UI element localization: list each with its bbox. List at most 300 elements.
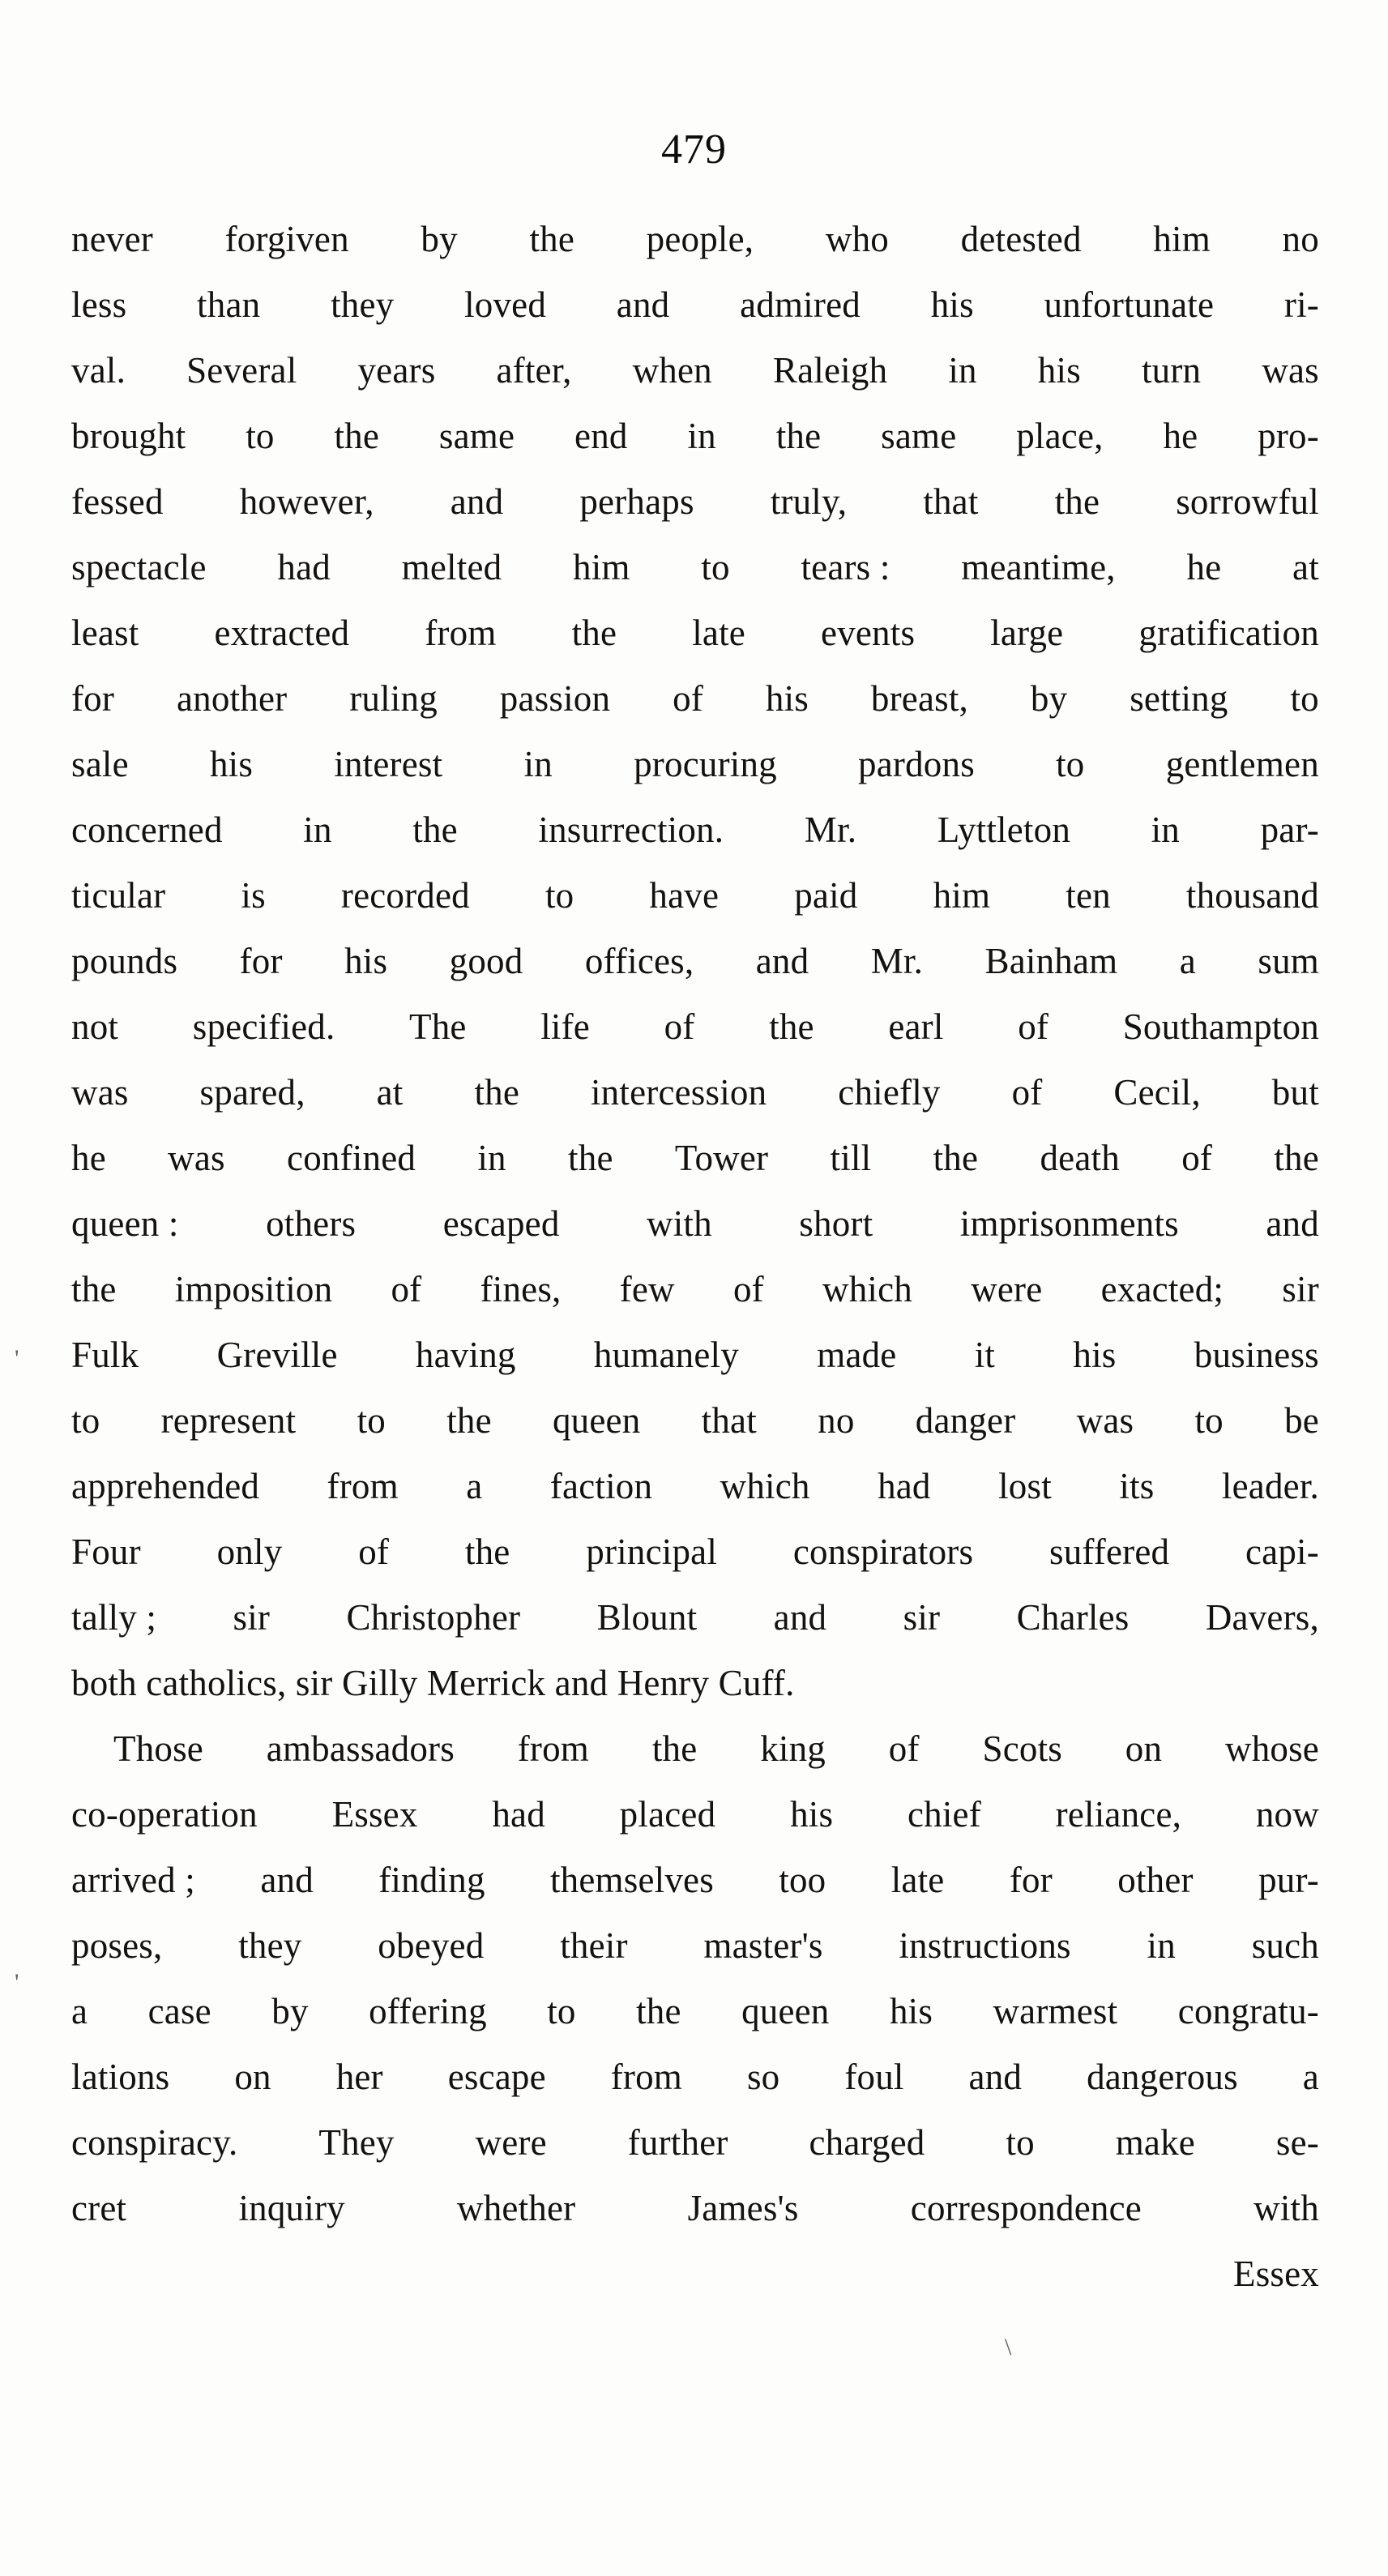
word: till (830, 1138, 872, 1178)
text-line (71, 404, 1319, 469)
word: Blount (596, 1597, 698, 1638)
word: leader. (1221, 1466, 1319, 1506)
word: the (446, 1400, 492, 1441)
text-line (71, 1585, 1319, 1651)
word: to (1194, 1400, 1224, 1441)
text-line (71, 1913, 1319, 1979)
word: that (701, 1400, 757, 1441)
word: him (933, 875, 991, 916)
word: pur- (1258, 1860, 1319, 1900)
word: on (234, 2057, 271, 2097)
word: short (799, 1203, 873, 1244)
word: Fulk (71, 1335, 139, 1375)
word: him (573, 547, 630, 587)
word: and (260, 1860, 314, 1900)
word: that (923, 481, 979, 522)
word: ambassadors (266, 1728, 455, 1769)
text-line (71, 994, 1319, 1060)
word: only (216, 1532, 283, 1572)
word: his (790, 1794, 834, 1835)
word: in (1151, 810, 1181, 850)
word: too (779, 1860, 826, 1900)
word: no (1282, 219, 1319, 259)
word: never (71, 219, 153, 259)
word: at (376, 1072, 404, 1113)
word: breast, (870, 678, 968, 719)
word: of (673, 678, 703, 719)
scan-artifact-mark: ' (15, 1969, 19, 1996)
word: Four (71, 1532, 141, 1572)
word: his (1073, 1335, 1117, 1375)
word: of (732, 1269, 764, 1309)
word: inquiry (238, 2188, 345, 2228)
word: themselves (549, 1860, 714, 1900)
word: of (391, 1269, 422, 1309)
word: master's (703, 1925, 823, 1966)
word: his (1037, 350, 1081, 391)
word: brought (71, 416, 186, 456)
word: a (1179, 941, 1196, 981)
word: fines, (480, 1269, 562, 1309)
word: pro- (1258, 416, 1319, 456)
word: apprehended (71, 1466, 260, 1506)
word: he (1186, 547, 1222, 587)
text-line (71, 2110, 1319, 2176)
word: for (239, 941, 283, 981)
text-line (71, 1979, 1319, 2044)
word: their (560, 1925, 628, 1966)
word: now (1255, 1794, 1319, 1835)
word: life (540, 1006, 590, 1047)
word: charged (809, 2122, 925, 2163)
word: be (1284, 1400, 1319, 1441)
word: ticular (71, 875, 166, 916)
word: perhaps (579, 481, 694, 522)
word: represent (160, 1400, 297, 1441)
word: place, (1016, 416, 1104, 456)
word: Essex (331, 1794, 418, 1835)
word: its (1119, 1466, 1155, 1506)
text-line (71, 1716, 1319, 1782)
word: sale (71, 744, 129, 784)
word: sir (903, 1597, 941, 1638)
word: Lyttleton (937, 810, 1071, 850)
word: ri- (1283, 284, 1319, 325)
word: years (357, 350, 436, 391)
word: the (933, 1138, 979, 1178)
text-line (71, 600, 1319, 666)
word: paid (794, 875, 858, 916)
word: a (1302, 2057, 1319, 2097)
scan-artifact-mark: ' (15, 1345, 19, 1372)
word: make (1115, 2122, 1195, 2163)
word: the (1054, 481, 1100, 522)
text-line (71, 535, 1319, 600)
word: correspondence (910, 2188, 1142, 2228)
word: escape (447, 2057, 546, 2097)
word: by (271, 1991, 309, 2031)
word: conspirators (792, 1532, 974, 1572)
word: is (241, 875, 266, 916)
word: warmest (993, 1991, 1118, 2031)
word: procuring (634, 744, 777, 784)
text-line (71, 2044, 1319, 2110)
word: Cecil, (1113, 1072, 1201, 1113)
word: of (664, 1006, 695, 1047)
text-line (71, 272, 1319, 338)
word: to (1056, 744, 1085, 784)
word: sir (1282, 1269, 1319, 1309)
word: meantime, (961, 547, 1116, 587)
word: late (692, 613, 745, 653)
word: case (147, 1991, 211, 2031)
word: humanely (593, 1335, 739, 1375)
word: to (246, 416, 275, 456)
word: thousand (1185, 875, 1319, 916)
text-line (71, 1519, 1319, 1585)
text-line (71, 1060, 1319, 1126)
word: at (1292, 547, 1319, 587)
page-number: 479 (661, 126, 727, 173)
word: others (266, 1203, 357, 1244)
word: the (464, 1532, 510, 1572)
word: from (610, 2057, 683, 2097)
word: faction (549, 1466, 653, 1506)
word: lost (998, 1466, 1052, 1506)
word: of (1011, 1072, 1043, 1113)
word: sum (1258, 941, 1319, 981)
word: the (412, 810, 458, 850)
word: forgiven (224, 219, 349, 259)
word: from (327, 1466, 399, 1506)
word: in (948, 350, 977, 391)
word: reliance, (1055, 1794, 1182, 1835)
word: Raleigh (772, 350, 888, 391)
word: finding (378, 1860, 485, 1900)
word: setting (1130, 678, 1228, 719)
word: of (1018, 1006, 1049, 1047)
word: of (1181, 1138, 1213, 1178)
word: in (477, 1138, 506, 1178)
word: Mr. (870, 941, 924, 981)
word: however, (239, 481, 374, 522)
word: to (1006, 2122, 1035, 2163)
word: Bainham (984, 941, 1118, 981)
word: and (616, 284, 670, 325)
word: had (277, 547, 331, 587)
text-line (71, 2176, 1319, 2241)
word: in (303, 810, 332, 850)
word: se- (1275, 2122, 1319, 2163)
text-line (71, 1388, 1319, 1454)
text-line (71, 1322, 1319, 1388)
word: gratification (1138, 613, 1319, 653)
word: not (71, 1006, 119, 1047)
word: earl (888, 1006, 944, 1047)
word: less (71, 284, 127, 325)
word: when (632, 350, 712, 391)
text-line (71, 1126, 1319, 1191)
word: the (474, 1072, 520, 1113)
word: so (746, 2057, 780, 2097)
word: principal (586, 1532, 718, 1572)
word: concerned (71, 810, 223, 850)
word: than (197, 284, 261, 325)
text-line (71, 2241, 1319, 2307)
word: after, (496, 350, 572, 391)
word: having (415, 1335, 516, 1375)
word: detested (960, 219, 1082, 259)
word: him (1153, 219, 1211, 259)
word: melted (401, 547, 502, 587)
word: whether (457, 2188, 576, 2228)
word: Christopher (346, 1597, 521, 1638)
word: Mr. (804, 810, 857, 850)
word: made (817, 1335, 897, 1375)
word: placed (619, 1794, 716, 1835)
word: by (421, 219, 458, 259)
word: interest (334, 744, 443, 784)
word: Charles (1016, 1597, 1130, 1638)
word: and (968, 2057, 1023, 2097)
word: Davers, (1205, 1597, 1319, 1638)
word: they (238, 1925, 302, 1966)
text-line (71, 1257, 1319, 1322)
word: such (1251, 1925, 1319, 1966)
word: the (651, 1728, 698, 1769)
word: and (773, 1597, 827, 1638)
word: offering (369, 1991, 487, 2031)
word: from (517, 1728, 590, 1769)
text-line (71, 797, 1319, 863)
word: poses, (71, 1925, 163, 1966)
word: queen (552, 1400, 641, 1441)
word: further (627, 2122, 728, 2163)
word: least (71, 613, 139, 653)
word: fessed (71, 481, 164, 522)
word: to (71, 1400, 100, 1441)
word: from (425, 613, 497, 653)
word: of (888, 1728, 920, 1769)
word: and (1266, 1203, 1319, 1244)
word: suffered (1048, 1532, 1170, 1572)
text-line (71, 929, 1319, 994)
text-line (71, 863, 1319, 929)
word: the (769, 1006, 814, 1047)
word: ruling (349, 678, 438, 719)
word: a (71, 1991, 88, 2031)
word: turn (1141, 350, 1202, 391)
word: his (765, 678, 809, 719)
word: by (1030, 678, 1068, 719)
text-line (71, 1782, 1319, 1848)
word: foul (844, 2057, 904, 2097)
word: it (974, 1335, 996, 1375)
word: Tower (674, 1138, 769, 1178)
word: queen (741, 1991, 830, 2031)
text-line (71, 1848, 1319, 1913)
word: to (701, 547, 730, 587)
word: escaped (442, 1203, 560, 1244)
word: the (529, 219, 575, 259)
word: lations (71, 2057, 170, 2097)
word: recorded (340, 875, 470, 916)
word: ten (1066, 875, 1111, 916)
text-line (71, 666, 1319, 732)
word: extracted (214, 613, 350, 653)
word: with (1253, 2188, 1319, 2228)
word: offices, (584, 941, 694, 981)
word: they (331, 284, 395, 325)
word: passion (499, 678, 611, 719)
word: no (818, 1400, 855, 1441)
word: chief (907, 1794, 981, 1835)
body-text (71, 207, 1319, 2307)
text-line (71, 1651, 1319, 1716)
word: capi- (1245, 1532, 1319, 1572)
word: loved (464, 284, 547, 325)
word: Essex (1233, 2253, 1319, 2294)
word: the (571, 613, 617, 653)
word: the (1274, 1138, 1319, 1178)
word: spectacle (71, 547, 207, 587)
word: people, (646, 219, 754, 259)
text-line (71, 207, 1319, 272)
word: intercession (590, 1072, 767, 1113)
word: cret (71, 2188, 127, 2228)
word: which (822, 1269, 912, 1309)
word: few (619, 1269, 675, 1309)
word: queen : (71, 1203, 179, 1244)
word: pounds (71, 941, 178, 981)
word: in (1147, 1925, 1176, 1966)
word: Several (186, 350, 297, 391)
word: to (357, 1400, 386, 1441)
word: chiefly (838, 1072, 941, 1113)
word: to (547, 1991, 576, 2031)
word: he (71, 1138, 106, 1178)
word: both catholics, sir Gilly Merrick and Henry Cuff. (71, 1663, 795, 1703)
word: congratu- (1177, 1991, 1319, 2031)
word: obeyed (378, 1925, 485, 1966)
word: instructions (899, 1925, 1071, 1966)
word: his (930, 284, 974, 325)
word: specified. (192, 1006, 335, 1047)
word: business (1194, 1335, 1319, 1375)
word: which (720, 1466, 810, 1506)
word: on (1125, 1728, 1163, 1769)
word: large (990, 613, 1064, 653)
word: val. (71, 350, 126, 391)
word: whose (1225, 1728, 1319, 1769)
word: par- (1260, 810, 1319, 850)
word: was (168, 1138, 225, 1178)
word: he (1163, 416, 1198, 456)
word: spared, (199, 1072, 305, 1113)
word: in (687, 416, 716, 456)
text-line (71, 469, 1319, 535)
word: with (647, 1203, 712, 1244)
word: unfortunate (1044, 284, 1215, 325)
word: to (545, 875, 574, 916)
word: other (1117, 1860, 1194, 1900)
word: and (450, 481, 504, 522)
word: was (1076, 1400, 1134, 1441)
word: They (318, 2122, 395, 2163)
word: was (71, 1072, 129, 1113)
word: events (821, 613, 916, 653)
word: truly, (770, 481, 848, 522)
scan-artifact-mark: \ (1005, 2334, 1012, 2360)
word: who (825, 219, 889, 259)
word: were (475, 2122, 547, 2163)
word: tally ; (71, 1597, 157, 1638)
word: Southampton (1122, 1006, 1319, 1047)
word: her (335, 2057, 383, 2097)
word: Scots (982, 1728, 1062, 1769)
word: king (760, 1728, 826, 1769)
word: pardons (858, 744, 975, 784)
word: James's (687, 2188, 799, 2228)
word: insurrection. (538, 810, 724, 850)
word: his (344, 941, 388, 981)
word: in (523, 744, 553, 784)
word: dangerous (1087, 2057, 1238, 2097)
word: admired (740, 284, 861, 325)
word: Greville (216, 1335, 338, 1375)
text-line (71, 1191, 1319, 1257)
text-line (71, 338, 1319, 404)
word: good (449, 941, 523, 981)
word: the (636, 1991, 681, 2031)
word: was (1262, 350, 1319, 391)
word: a (466, 1466, 483, 1506)
word: danger (915, 1400, 1016, 1441)
word: had (492, 1794, 545, 1835)
word: the (71, 1269, 117, 1309)
word: the (334, 416, 380, 456)
word: another (176, 678, 288, 719)
word: same (438, 416, 515, 456)
text-line (71, 732, 1319, 797)
word: exacted; (1100, 1269, 1224, 1309)
word: for (1009, 1860, 1053, 1900)
word: co-operation (71, 1794, 258, 1835)
word: late (890, 1860, 945, 1900)
word: sir (233, 1597, 271, 1638)
word: same (881, 416, 957, 456)
word: to (1290, 678, 1319, 719)
word: imprisonments (959, 1203, 1179, 1244)
word: confined (287, 1138, 416, 1178)
word: his (889, 1991, 933, 2031)
word: the (775, 416, 822, 456)
word: his (209, 744, 254, 784)
text-line (71, 1454, 1319, 1519)
paragraph (71, 207, 1319, 1716)
word: tears : (801, 547, 890, 587)
word: for (71, 678, 115, 719)
word: The (409, 1006, 467, 1047)
word: Those (113, 1728, 203, 1769)
word: imposition (174, 1269, 333, 1309)
paragraph (71, 1716, 1319, 2307)
word: were (971, 1269, 1043, 1309)
word: sorrowful (1176, 481, 1319, 522)
word: and (755, 941, 809, 981)
word: but (1271, 1072, 1319, 1113)
word: death (1040, 1138, 1120, 1178)
